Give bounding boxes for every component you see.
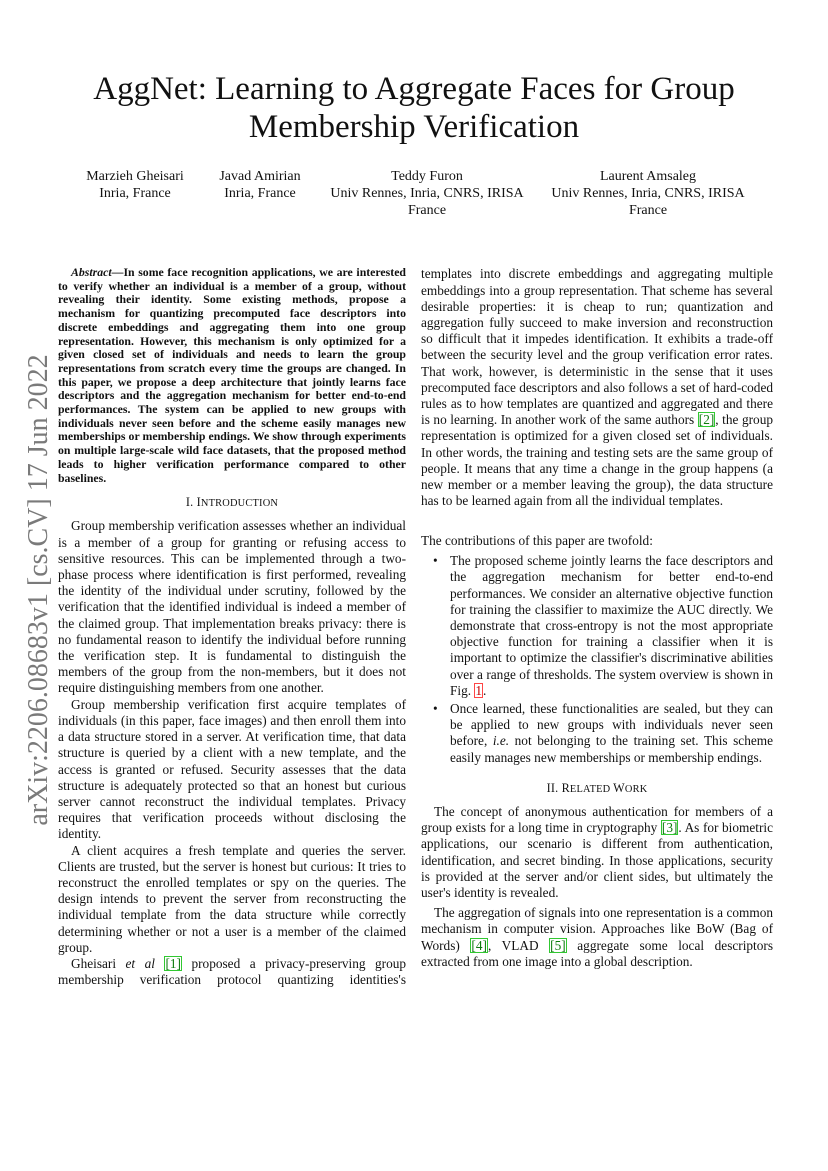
paragraph: The aggregation of signals into one representation is a common mechanism in computer vision. Approaches like BoW (Bag of Words) [4], VLAD [5] aggregate some local descriptors extracted from one image into a global description. [421, 905, 773, 969]
contributions-list [421, 553, 773, 766]
title-line-2: Membership Verification [248, 109, 580, 145]
left-column [58, 266, 406, 989]
paragraph: A client acquires a fresh template and queries the server. Clients are trusted, but the server is honest but curious: It tries to reconstruct the enrolled templates or spy on the queries. The design intends to prevent the server from reconstructing the individual template from the data structure while correctly determining whether or not a user is a member of the claimed group. [58, 842, 406, 955]
right-column [421, 267, 773, 970]
author-country: France [628, 203, 668, 218]
author-affiliation: Inria, France [99, 186, 171, 201]
citation-link[interactable]: [2] [698, 412, 715, 428]
citation-link[interactable]: [3] [661, 820, 678, 836]
paragraph-continuation: templates into discrete embeddings and aggregating multiple embeddings into a group representation. That scheme has several desirable properties: it is cheap to run; quantization and aggregation fully succeed to make inversion and reconstruction so difficult that it impedes identification. It exhibits a trade-off between the security level and the group verification error rates. That work, however, is deterministic in the sense that it uses precomputed face descriptors and also follows a set of hard-coded rules as to how templates are quantized and aggregated and there is no learning. In another work of the same authors [2], the group representation is optimized for a given closed set of individuals. In other words, the training and testing sets are the same group of people. It means that any time a change in the group happens (a new member or a member leaving the group), the data structure has to be learned again from all the individual templates. [421, 267, 773, 527]
author-block [545, 168, 751, 219]
figure-link[interactable]: 1 [475, 682, 483, 698]
abstract-text: In some face recognition applications, we are interested to verify whether an individual is a member of a group, without revealing their identity. Some existing methods, propose a mechanism for quantizing precomputed face descriptors into discrete embeddings and aggregating them into one group representation. However, this mechanism is only optimized for a given closed set of individuals and needs to learn the group representations from scratch every time the groups are changed. In this paper, we propose a deep architecture that jointly learns face descriptors and the aggregation mechanism for better end-to-end performances. The system can be applied to new groups with individuals never seen before and the scheme easily manages new memberships or membership endings. We show through experiments on multiple large-scale wild face datasets, that the proposed method leads to higher verification performance compared to other baselines. [58, 265, 406, 485]
paragraph: Group membership verification assesses whether an individual is a member of a group for granting or refusing access to sensitive resources. This can be implemented through a two-phase process where identification is first performed, revealing the identity of the individual under scrutiny, followed by the verification that the identified individual is indeed a member of the claimed group. That implementation breaks privacy: there is no fundamental reason to identify the individual before running the verification step. It is fundamental to distinguish the members of the group from the non-members, but it does not require distinguishing members from one another. [58, 518, 406, 696]
author-block [324, 168, 530, 219]
arxiv-identifier: arXiv:2206.08683v1 [cs.CV] 17 Jun 2022 [23, 354, 54, 826]
title-line-1: AggNet: Learning to Aggregate Faces for Group [93, 71, 735, 107]
author-name: Javad Amirian [219, 169, 301, 184]
citation-link[interactable]: [4] [471, 937, 487, 953]
author-name: Marzieh Gheisari [86, 169, 184, 184]
author-affiliation: Univ Rennes, Inria, CNRS, IRISA [551, 186, 745, 201]
list-item: • Once learned, these functionalities are sealed, but they can be applied to new groups with individuals never seen before, i.e. not belonging to the training set. This scheme easily manages new memberships or membership endings. [450, 701, 773, 766]
paper-title [40, 70, 788, 146]
section-heading-introduction: I. INTRODUCTION [185, 495, 279, 510]
author-name: Teddy Furon [391, 169, 463, 184]
paragraph: Group membership verification first acquire templates of individuals (in this paper, face images) and then enroll them into a data structure stored in a server. At verification time, that data structure is queried by a client with a new template, and the access is granted or refused. Security assesses that the data structure is adequately protected so that an honest but curious server cannot reconstruct the individual templates. Privacy requires that verification proceeds without disclosing the identity. [58, 696, 406, 842]
author-affiliation: Univ Rennes, Inria, CNRS, IRISA [330, 186, 524, 201]
author-country: France [407, 203, 447, 218]
citation-link[interactable]: [1] [165, 955, 181, 971]
contributions-intro: The contributions of this paper are twofold: [421, 533, 653, 548]
abstract-lead: Abstract [71, 265, 112, 279]
paragraph: The concept of anonymous authentication for members of a group exists for a long time in cryptography [3]. As for biometric applications, our scenario is different from authentication, identification, and secret binding. In those applications, security is provided at the server and/or client sides, but ultimately the user's identity is revealed. [421, 804, 773, 901]
list-item: • The proposed scheme jointly learns the face descriptors and the aggregation mechanism for better end-to-end performances. We consider an alternative objective function for training the classifier to maximize the AUC directly. We demonstrate that cross-entropy is not the most appropriate objective function for training a classifier when it is important to optimize the classifier's discriminative abilities over a range of thresholds. The system overview is shown in Fig. 1. [450, 553, 773, 699]
author-name: Laurent Amsaleg [599, 169, 697, 184]
paragraph-split: Gheisari et al [1] proposed a privacy-preserving group membership verification protocol quantizing identities's [58, 955, 406, 988]
section-heading-related-work: II. RELATED WORK [546, 780, 648, 795]
author-affiliation: Inria, France [224, 186, 296, 201]
author-block [210, 168, 310, 202]
citation-link[interactable]: [5] [550, 937, 566, 953]
author-block [78, 168, 192, 202]
abstract: Abstract—In some face recognition applications, we are interested to verify whether an individual is a member of a group, without revealing their identity. Some existing methods, propose a mechanism for quantizing precomputed face descriptors into discrete embeddings and aggregating them into one group representation. However, this mechanism is only optimized for a given closed set of individuals and needs to learn the group representations from scratch every time the groups are changed. In this paper, we propose a deep architecture that jointly learns face descriptors and the aggregation mechanism for better end-to-end performances. The system can be applied to new groups with individuals never seen before and the scheme easily manages new memberships or membership endings. We show through experiments on multiple large-scale wild face datasets, that the proposed method leads to higher verification performance compared to other baselines. [58, 265, 406, 485]
